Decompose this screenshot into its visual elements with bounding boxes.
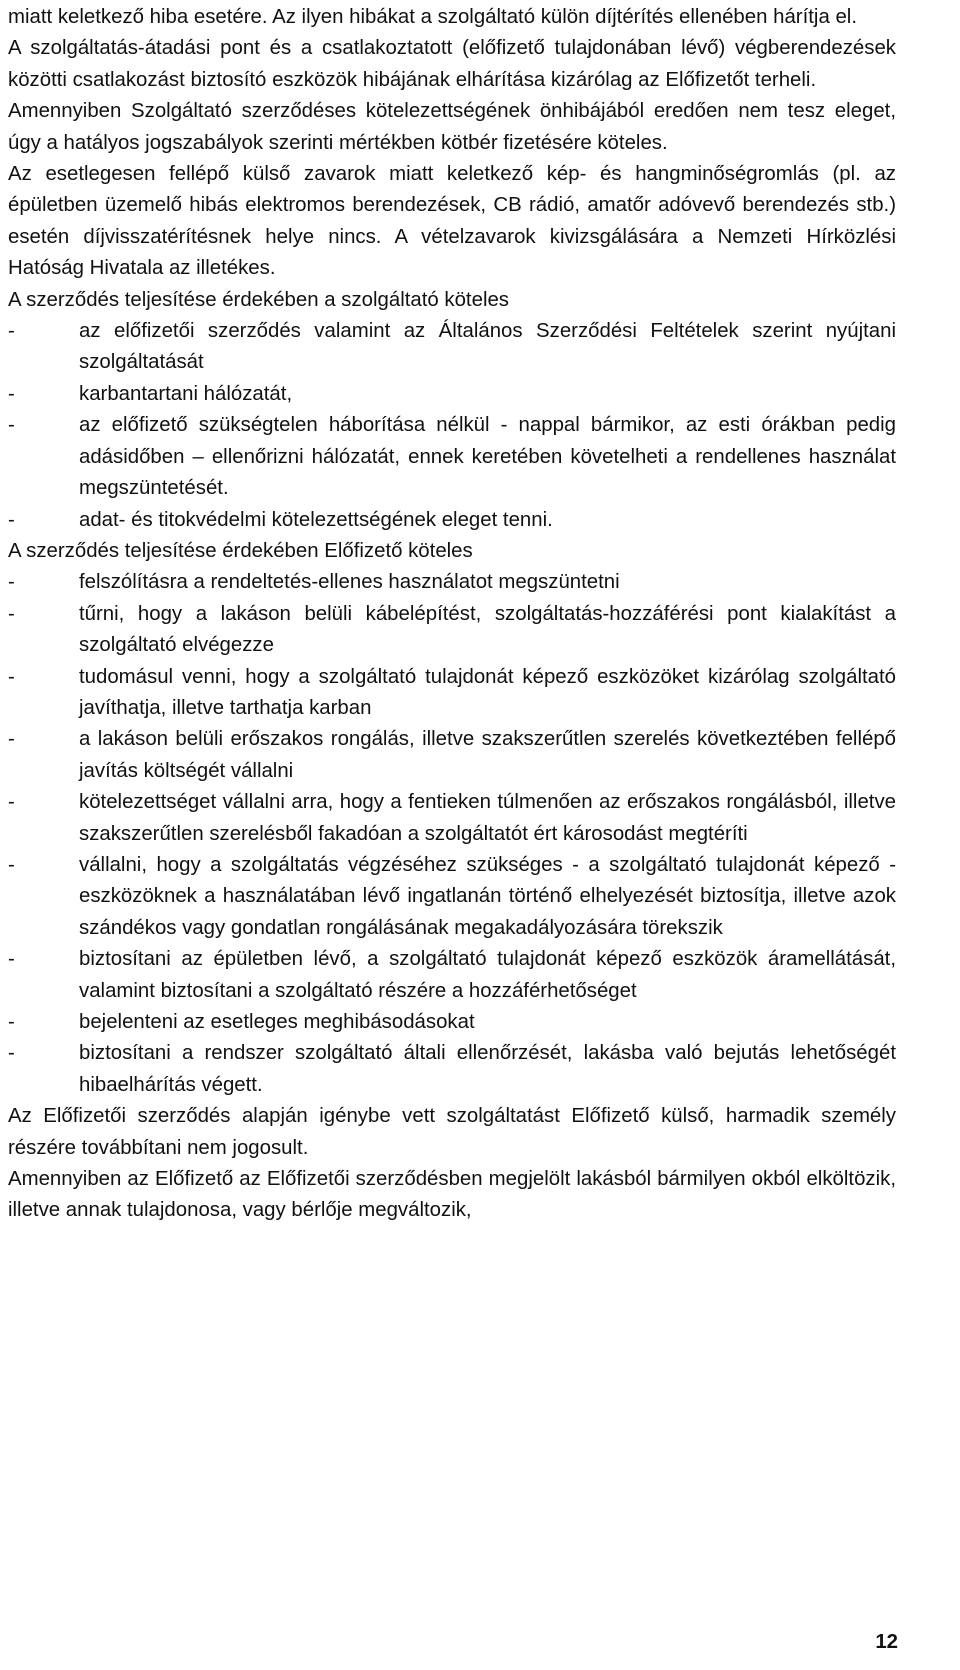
list-item [8, 410, 896, 504]
list-marker: - [8, 508, 15, 531]
list-item-text: tűrni, hogy a lakáson belüli kábelépítést, szolgáltatás-hozzáférési pont kialakítást a szolgáltató elvégezze [79, 602, 896, 657]
list-item [8, 1007, 896, 1038]
list-item [8, 787, 896, 850]
document-body [8, 2, 896, 1227]
list-item-text: biztosítani az épületben lévő, a szolgáltató tulajdonát képező eszközök áramellátását, valamint biztosítani a szolgáltató részére a hozzáférhetőséget [79, 948, 896, 1002]
provider-obligations-intro: A szerződés teljesítése érdekében a szolgáltató köteles [8, 288, 510, 311]
list-item-text: felszólításra a rendeltetés-ellenes használatot megszüntetni [79, 571, 620, 594]
paragraph-external-interference: Az esetlegesen fellépő külső zavarok miatt keletkező kép- és hangminőségromlás (pl. az épületben üzemelő hibás elektromos berendezések, CB rádió, amatőr adóvevő berendezés stb.) esetén díjvisszatérítésnek helye nincs. A vételzavarok kivizsgálására a Nemzeti Hírközlési Hatóság Hivatala az illetékes. [8, 163, 896, 280]
list-marker: - [8, 1042, 15, 1065]
list-marker: - [8, 571, 15, 594]
list-item [8, 850, 896, 944]
list-item-text: az előfizetői szerződés valamint az Általános Szerződési Feltételek szerint nyújtani szolgáltatását [79, 320, 896, 374]
list-item-text: bejelenteni az esetleges meghibásodásokat [79, 1011, 475, 1033]
list-item [8, 944, 896, 1007]
paragraph-connection-point: A szolgáltatás-átadási pont és a csatlakoztatott (előfizető tulajdonában lévő) végberendezések közötti csatlakozást biztosító eszközök hibájának elhárítása kizárólag az Előfizetőt terheli. [8, 37, 896, 91]
list-marker: - [8, 948, 15, 971]
subscriber-obligations-list [8, 567, 896, 1101]
subscriber-obligations-intro: A szerződés teljesítése érdekében Előfizető köteles [8, 539, 473, 562]
list-item-text: kötelezettséget vállalni arra, hogy a fentieken túlmenően az erőszakos rongálásból, illetve szakszerűtlen szerelésből fakadóan a szolgáltatót ért károsodást megtéríti [79, 791, 896, 845]
list-item [8, 724, 896, 787]
page-number: 12 [875, 1631, 898, 1653]
list-item-text: a lakáson belüli erőszakos rongálás, illetve szakszerűtlen szerelés következtében fellépő javítás költségét vállalni [79, 728, 896, 782]
list-marker: - [8, 414, 15, 437]
list-marker: - [8, 382, 15, 405]
list-item-text: tudomásul venni, hogy a szolgáltató tulajdonát képező eszközöket kizárólag szolgáltató javíthatja, illetve tarthatja karban [79, 665, 896, 719]
list-item-text: adat- és titokvédelmi kötelezettségének eleget tenni. [79, 508, 553, 531]
list-item [8, 379, 896, 410]
list-item [8, 662, 896, 725]
paragraph-no-forwarding: Az Előfizetői szerződés alapján igénybe vett szolgáltatást Előfizető külső, harmadik személy részére továbbítani nem jogosult. [8, 1105, 896, 1159]
list-item [8, 1038, 896, 1101]
list-item [8, 567, 896, 598]
list-marker: - [8, 665, 15, 688]
list-item-text: biztosítani a rendszer szolgáltató általi ellenőrzését, lakásba való bejutás lehetőségét hibaelhárítás végett. [79, 1042, 896, 1096]
list-marker: - [8, 728, 15, 751]
list-item [8, 505, 896, 536]
list-marker: - [8, 602, 15, 625]
paragraph-penalty: Amennyiben Szolgáltató szerződéses kötelezettségének önhibájából eredően nem tesz eleget, úgy a hatályos jogszabályok szerinti mértékben kötbér fizetésére köteles. [8, 100, 896, 154]
list-marker: - [8, 791, 15, 814]
list-marker: - [8, 853, 15, 876]
provider-obligations-list [8, 316, 896, 536]
list-marker: - [8, 1011, 15, 1033]
list-item-text: karbantartani hálózatát, [79, 382, 293, 405]
list-item [8, 599, 896, 662]
paragraph-moving-out: Amennyiben az Előfizető az Előfizetői szerződésben megjelölt lakásból bármilyen okból elköltözik, illetve annak tulajdonosa, vagy bérlője megváltozik, [8, 1168, 896, 1222]
list-marker: - [8, 320, 15, 343]
list-item-text: az előfizető szükségtelen háborítása nélkül - nappal bármikor, az esti órákban pedig adásidőben – ellenőrizni hálózatát, ennek keretében követelheti a rendellenes használat megszüntetését. [79, 414, 896, 500]
list-item [8, 316, 896, 379]
paragraph-error-repair-cost: miatt keletkező hiba esetére. Az ilyen hibákat a szolgáltató külön díjtérítés ellenében hárítja el. [8, 6, 857, 28]
list-item-text: vállalni, hogy a szolgáltatás végzéséhez szükséges - a szolgáltató tulajdonát képező - eszközöknek a használatában lévő ingatlanán történő elhelyezését biztosítja, illetve azok szándékos vagy gondatlan rongálásának megakadályozására törekszik [79, 853, 896, 939]
